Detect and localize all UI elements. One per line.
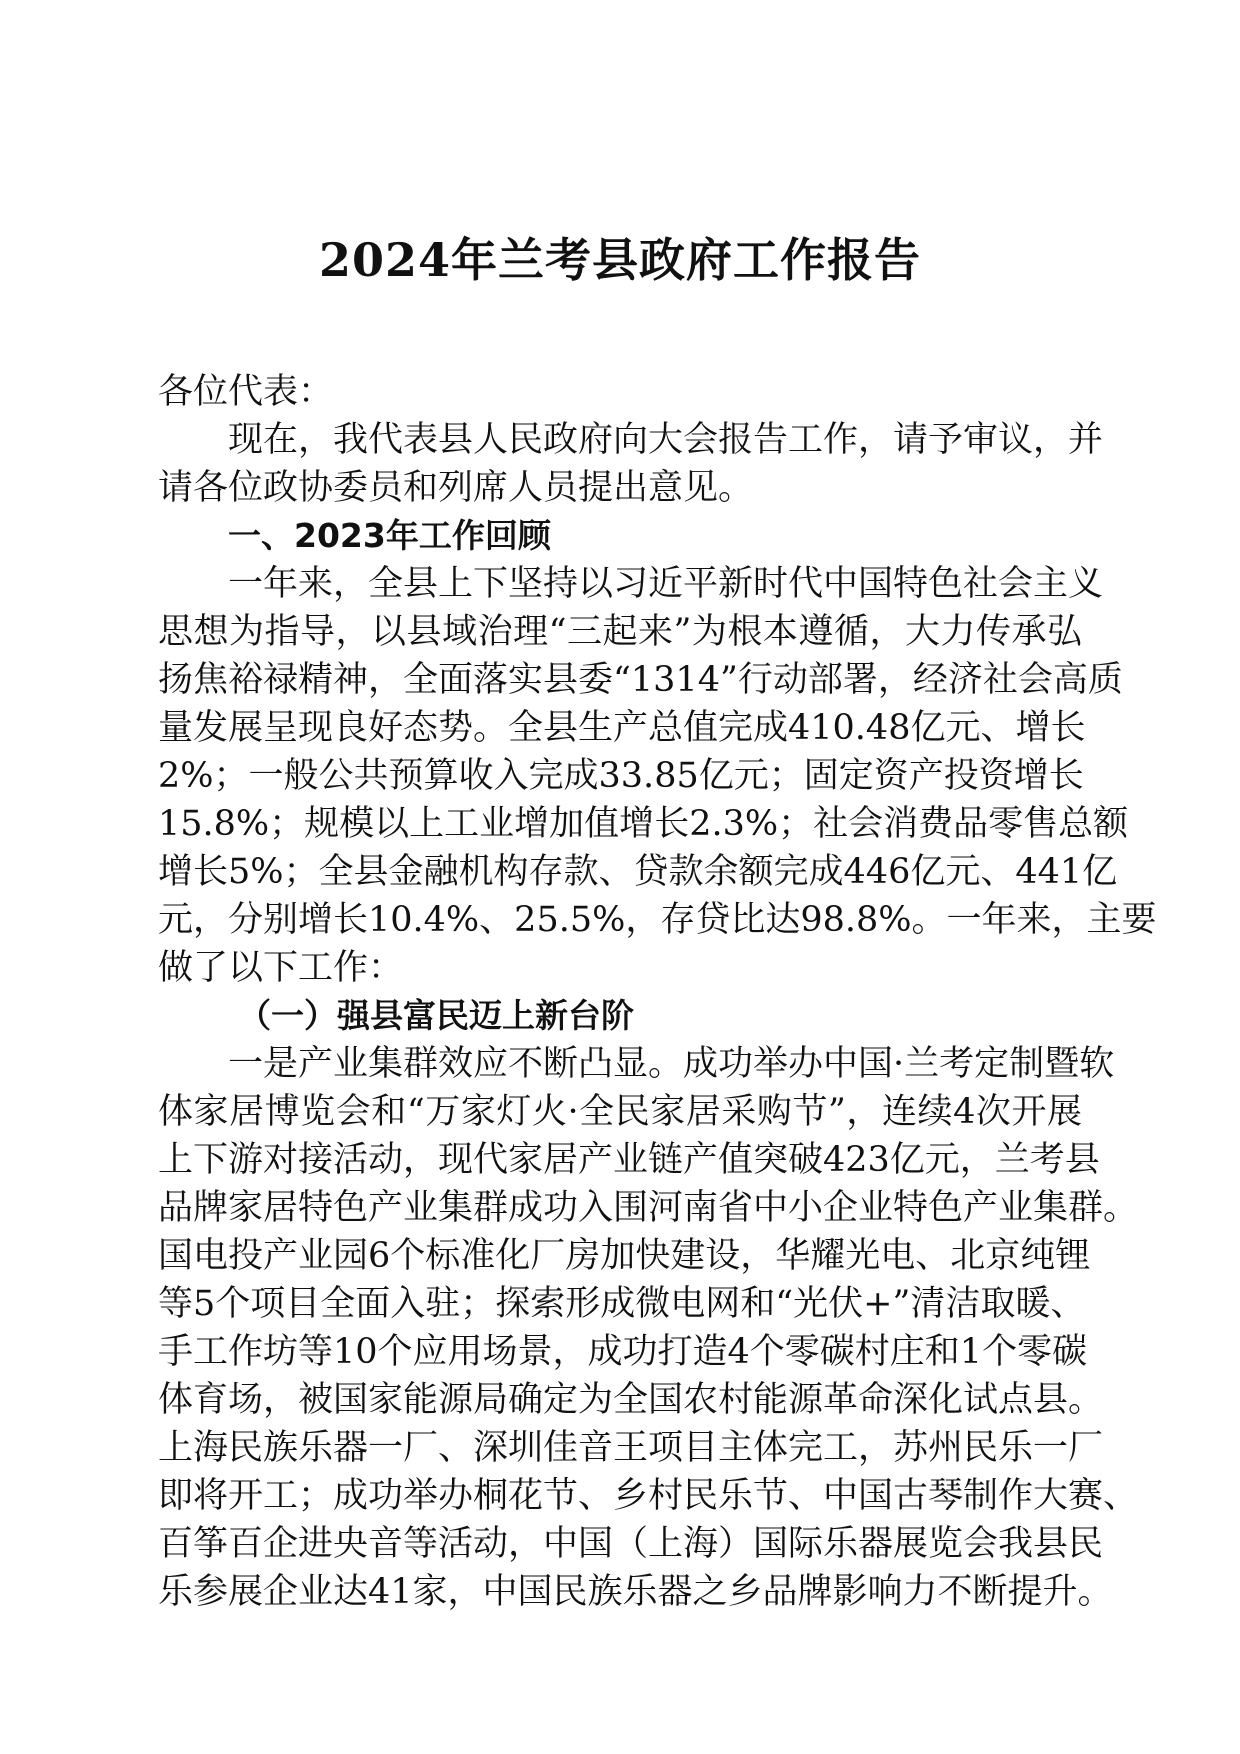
paragraph-line: 乐参展企业达41家，中国民族乐器之乡品牌影响力不断提升。 xyxy=(158,1572,1113,1612)
paragraph-line: 等5个项目全面入驻；探索形成微电网和“光伏+”清洁取暖、 xyxy=(158,1284,1086,1324)
paragraph-line: 现在，我代表县人民政府向大会报告工作，请予审议，并 xyxy=(228,420,1104,460)
paragraph-line: 15.8%；规模以上工业增加值增长2.3%；社会消费品零售总额 xyxy=(158,804,1129,844)
document-body xyxy=(158,368,1157,1616)
paragraph-line: 品牌家居特色产业集群成功入围河南省中小企业特色产业集群。 xyxy=(158,1188,1139,1228)
paragraph-line: 元，分别增长10.4%、25.5%，存贷比达98.8%。一年来，主要 xyxy=(158,900,1157,940)
salutation: 各位代表： xyxy=(158,372,334,412)
paragraph-line: 体家居博览会和“万家灯火·全民家居采购节”，连续4次开展 xyxy=(158,1092,1082,1132)
paragraph-line: 百筝百企进央音等活动，中国（上海）国际乐器展览会我县民 xyxy=(158,1524,1104,1564)
paragraph-line: 请各位政协委员和列席人员提出意见。 xyxy=(158,468,754,508)
paragraph-line: 手工作坊等10个应用场景，成功打造4个零碳村庄和1个零碳 xyxy=(158,1332,1088,1372)
paragraph-line: 上下游对接活动，现代家居产业链产值突破423亿元，兰考县 xyxy=(158,1140,1100,1180)
paragraph-line: 增长5%；全县金融机构存款、贷款余额完成446亿元、441亿 xyxy=(158,852,1118,892)
paragraph-line: 即将开工；成功举办桐花节、乡村民乐节、中国古琴制作大赛、 xyxy=(158,1476,1139,1516)
paragraph-line: 思想为指导，以县域治理“三起来”为根本遵循，大力传承弘 xyxy=(158,612,1082,652)
subsection-heading: （一）强县富民迈上新台阶 xyxy=(238,996,634,1035)
paragraph-line: 体育场，被国家能源局确定为全国农村能源革命深化试点县。 xyxy=(158,1380,1104,1420)
paragraph-line: 扬焦裕禄精神，全面落实县委“1314”行动部署，经济社会高质 xyxy=(158,660,1123,700)
paragraph-line: 一年来，全县上下坚持以习近平新时代中国特色社会主义 xyxy=(228,564,1104,604)
paragraph-line: 2%；一般公共预算收入完成33.85亿元；固定资产投资增长 xyxy=(158,756,1084,796)
section-heading: 一、2023年工作回顾 xyxy=(228,516,551,555)
paragraph-line: 量发展呈现良好态势。全县生产总值完成410.48亿元、增长 xyxy=(158,708,1086,748)
paragraph-line: 做了以下工作： xyxy=(158,948,404,988)
document-title: 2024年兰考县政府工作报告 xyxy=(318,233,922,287)
paragraph-line: 上海民族乐器一厂、深圳佳音王项目主体完工，苏州民乐一厂 xyxy=(158,1428,1104,1468)
paragraph-line: 一是产业集群效应不断凸显。成功举办中国·兰考定制暨软 xyxy=(228,1044,1115,1084)
paragraph-line: 国电投产业园6个标准化厂房加快建设，华耀光电、北京纯锂 xyxy=(158,1236,1091,1276)
